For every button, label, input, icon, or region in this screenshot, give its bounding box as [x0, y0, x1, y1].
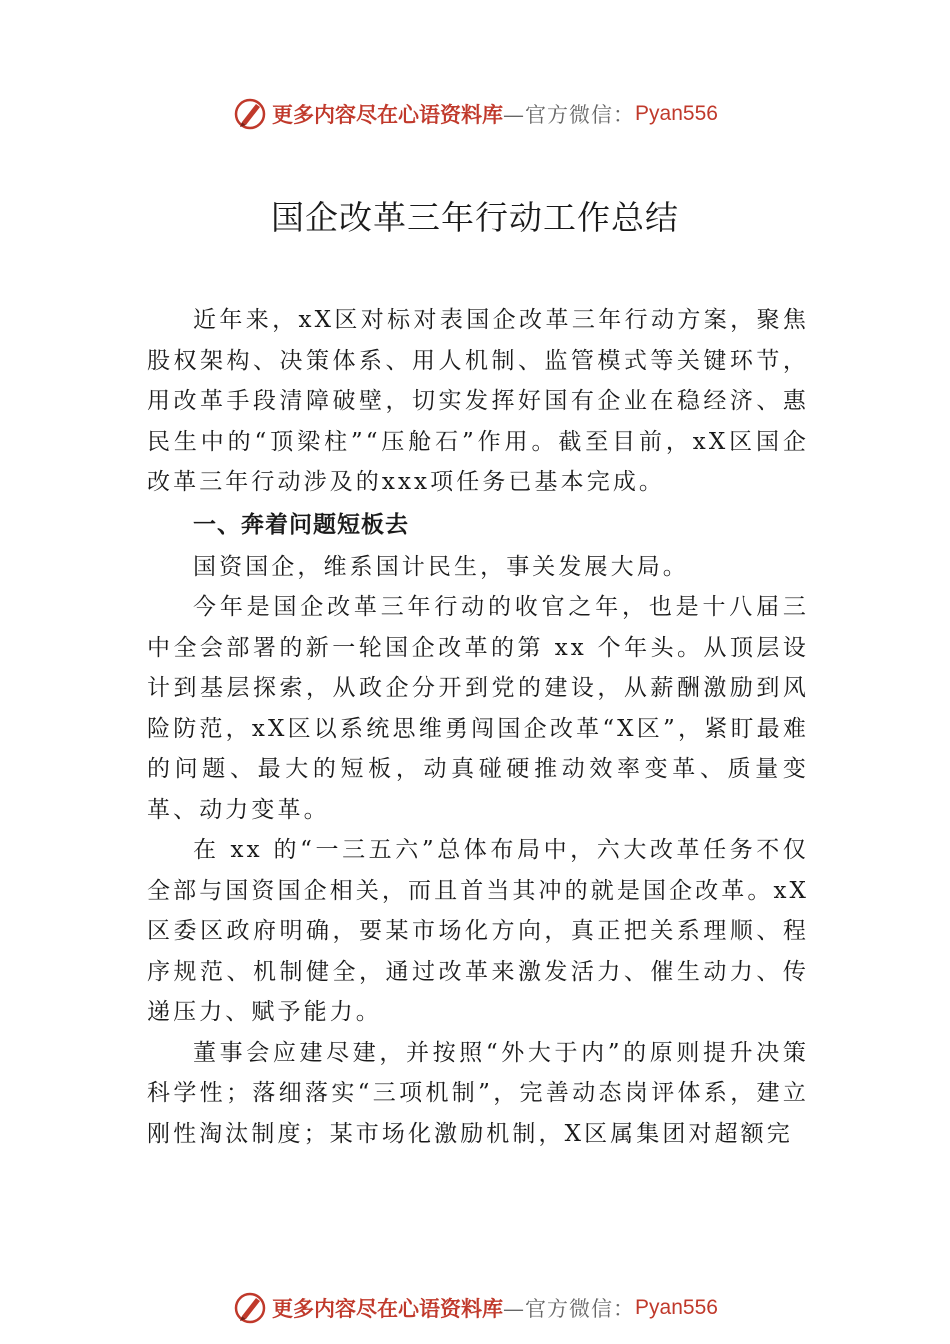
- paragraph: 今年是国企改革三年行动的收官之年，也是十八届三中全会部署的新一轮国企改革的第 xx 个年头。从顶层设计到基层探索，从政企分开到党的建设，从薪酬激励到风险防范，xX区以系统思维勇闯国企改革“X区”，紧盯最难的问题、最大的短板，动真碰硬推动效率变革、质量变革、动力变革。: [147, 594, 809, 823]
- page-title: 国企改革三年行动工作总结: [271, 198, 679, 237]
- paragraph: 近年来，xX区对标对表国企改革三年行动方案，聚焦股权架构、决策体系、用人机制、监管模式等关键环节，用改革手段清障破壁，切实发挥好国有企业在稳经济、惠民生中的“顶梁柱”“压舱石”作用。截至目前，xX区国企改革三年行动涉及的xxx项任务已基本完成。: [147, 307, 809, 495]
- bottom-watermark-banner: [0, 1288, 950, 1328]
- paragraph: 董事会应建尽建，并按照“外大于内”的原则提升决策科学性；落细落实“三项机制”，完善动态岗评体系，建立刚性淘汰制度；某市场化激励机制，X区属集团对超额完: [147, 1039, 809, 1147]
- top-watermark-banner: [0, 94, 950, 134]
- paragraph: 在 xx 的“一三五六”总体布局中，六大改革任务不仅全部与国资国企相关，而且首当其冲的就是国企改革。xX区委区政府明确，要某市场化方向，真正把关系理顺、程序规范、机制健全，通过改革来激发活力、催生动力、传递压力、赋予能力。: [147, 837, 809, 1025]
- banner-text-main: 更多内容尽在心语资料库: [272, 1296, 504, 1321]
- banner-text-main: 更多内容尽在心语资料库: [272, 102, 504, 127]
- banner-text-id: Pyan556: [635, 1296, 718, 1319]
- document-body: [147, 300, 809, 1154]
- banner-text-wechat: —官方微信：: [503, 1297, 636, 1321]
- pen-logo-icon: [232, 96, 268, 132]
- paragraph: 国资国企，维系国计民生，事关发展大局。: [193, 553, 689, 580]
- section-heading: 一、奔着问题短板去: [193, 511, 409, 538]
- banner-text-id: Pyan556: [635, 102, 718, 125]
- pen-logo-icon: [232, 1290, 268, 1326]
- banner-text-wechat: —官方微信：: [503, 103, 636, 127]
